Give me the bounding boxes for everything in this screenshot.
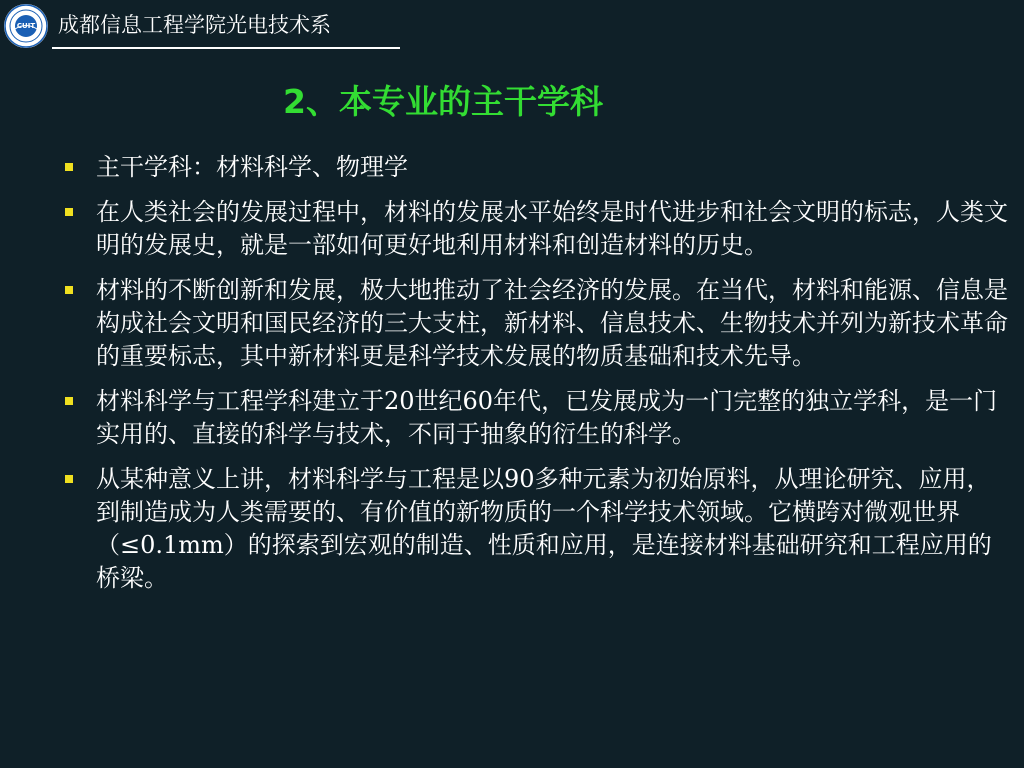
bullet-text: 材料的不断创新和发展，极大地推动了社会经济的发展。在当代，材料和能源、信息是构成社会文明和国民经济的三大支柱，新材料、信息技术、生物技术并列为新技术革命的重要标志，其中新材料更是科学技术发展的物质基础和技术先导。 [96,276,1008,370]
square-bullet-icon [65,208,73,216]
bullet-text: 在人类社会的发展过程中，材料的发展水平始终是时代进步和社会文明的标志，人类文明的发展史，就是一部如何更好地利用材料和创造材料的历史。 [96,198,1008,259]
school-name: 成都信息工程学院光电技术系 [58,13,331,37]
bullet-list [60,151,1010,607]
bullet-text: 从某种意义上讲，材料科学与工程是以90多种元素为初始原料，从理论研究、应用，到制造成为人类需要的、有价值的新物质的一个科学技术领域。它横跨对微观世界（≤0.1mm）的探索到宏观的制造、性质和应用，是连接材料基础研究和工程应用的桥梁。 [96,465,992,592]
bullet-text: 主干学科：材料科学、物理学 [96,153,408,181]
square-bullet-icon [65,163,73,171]
bullet-item [60,463,1010,595]
square-bullet-icon [65,397,73,405]
bullet-item [60,385,1010,451]
square-bullet-icon [65,475,73,483]
square-bullet-icon [65,286,73,294]
logo-text: CUIT [16,22,36,30]
slide-title: 2、本专业的主干学科 [283,82,603,121]
bullet-item [60,196,1010,262]
header-divider [52,47,400,49]
slide-header [0,0,400,50]
school-logo-icon [4,4,48,48]
bullet-item [60,151,1010,184]
bullet-item [60,274,1010,373]
bullet-text: 材料科学与工程学科建立于20世纪60年代，已发展成为一门完整的独立学科，是一门实用的、直接的科学与技术，不同于抽象的衍生的科学。 [96,387,998,448]
